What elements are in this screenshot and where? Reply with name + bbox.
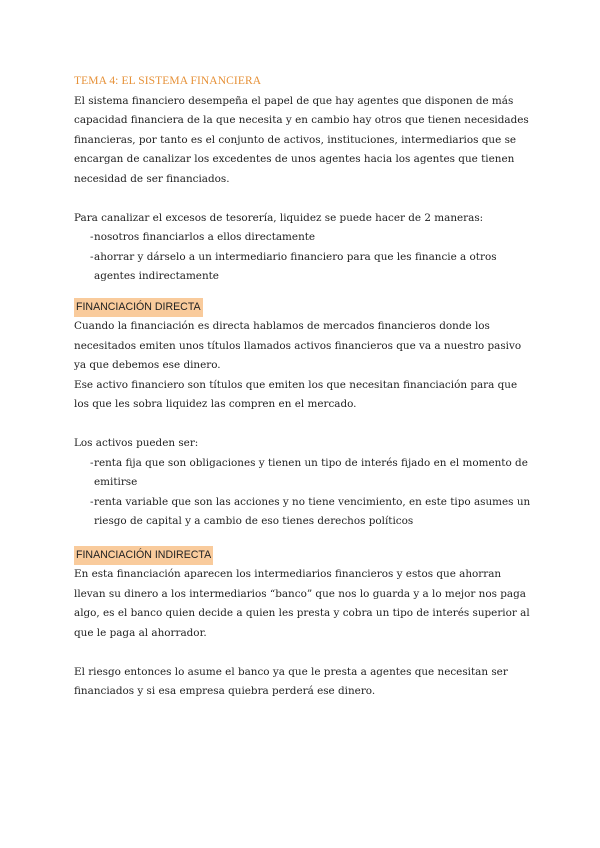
list-item: - renta fija que son obligaciones y tienen un tipo de interés fijado en el momento de emitirse: [74, 454, 534, 493]
list-item: - ahorrar y dárselo a un intermediario financiero para que les financie a otros agentes indirectamente: [74, 248, 534, 287]
indirect-paragraph-1: En esta financiación aparecen los intermediarios financieros y estos que ahorran llevan su dinero a los intermediarios “banco” que nos lo guarda y a lo mejor nos paga algo, es el banco quien decide a quien les presta y cobra un tipo de interés superior al que le paga al ahorrador.: [74, 568, 530, 639]
channel-intro: Para canalizar el excesos de tesorería, liquidez se puede hacer de 2 maneras:: [74, 211, 484, 224]
list-item: - nosotros financiarlos a ellos directamente: [74, 228, 534, 248]
section-heading-direct: FINANCIACIÓN DIRECTA: [74, 298, 203, 317]
document-title: TEMA 4: EL SISTEMA FINANCIERA: [74, 75, 262, 87]
section-heading-indirect: FINANCIACIÓN INDIRECTA: [74, 546, 213, 565]
document-content: [74, 72, 534, 702]
direct-paragraph-1: Cuando la financiación es directa hablamos de mercados financieros donde los necesitados emiten unos títulos llamados activos financieros que va a nuestro pasivo ya que debemos ese dinero.: [74, 320, 522, 371]
assets-list: [74, 454, 534, 532]
channel-list: [74, 228, 534, 287]
direct-paragraph-2: Ese activo financiero son títulos que emiten los que necesitan financiación para que los que les sobra liquidez las compren en el mercado.: [74, 378, 518, 410]
intro-paragraph: El sistema financiero desempeña el papel de que hay agentes que disponen de más capacidad financiera de la que necesita y en cambio hay otros que tienen necesidades financieras, por tanto es el conjunto de activos, instituciones, intermediarios que se encargan de canalizar los excedentes de unos agentes hacia los agentes que tienen necesidad de ser financiados.: [74, 94, 529, 185]
assets-intro: Los activos pueden ser:: [74, 437, 199, 449]
list-item: - renta variable que son las acciones y no tiene vencimiento, en este tipo asumes un riesgo de capital y a cambio de eso tienes derechos políticos: [74, 493, 534, 532]
indirect-paragraph-2: El riesgo entonces lo asume el banco ya que le presta a agentes que necesitan ser financiados y si esa empresa quiebra perderá ese dinero.: [74, 665, 508, 697]
